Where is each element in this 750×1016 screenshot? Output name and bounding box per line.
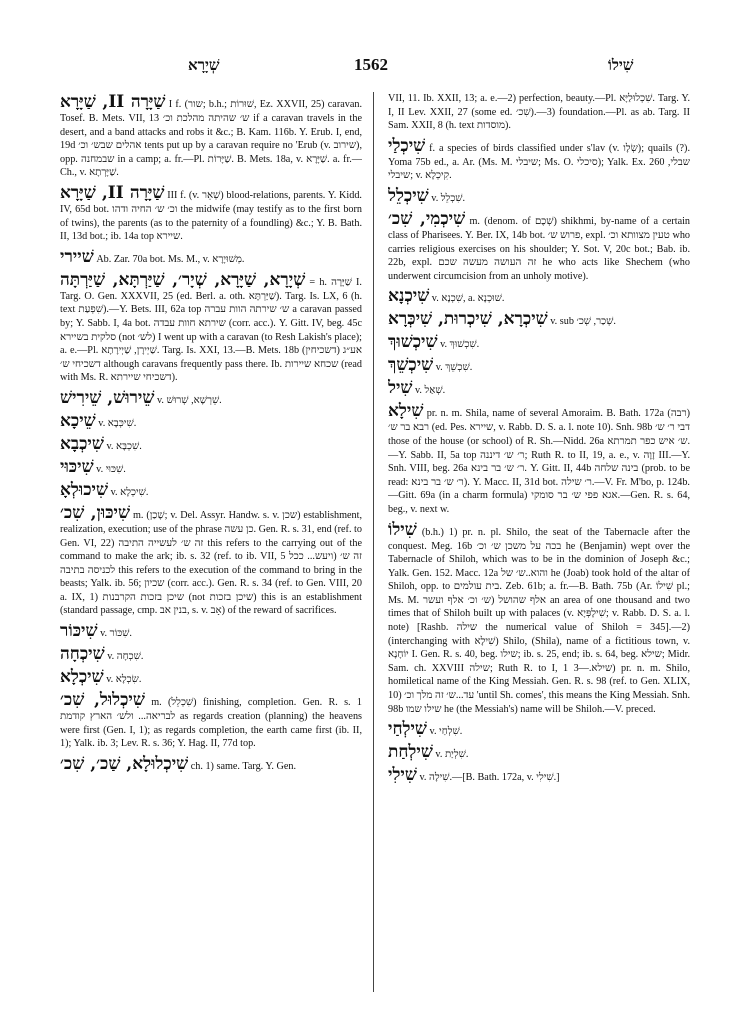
dictionary-entry [388, 332, 690, 352]
entry-headword: שִׁיכְבָא [60, 433, 104, 454]
dictionary-entry [60, 457, 362, 477]
dictionary-entry [388, 765, 690, 785]
entry-definition: = h. שַׁיָּרָה I. Targ. O. Gen. XXXVII, 25 (ed. Berl. a. oth. שַׁיַּרְתָּא). Targ. Is. LX, 6 (h. text שִׁפְעַת).—Y. Bets. III, 62a top ש׳ שירתה הוות עברה a caravan passed by; Y. Sabb. I, 4a bot. שירתא חוות עבדה (corr. acc.). Y. Gitt. IV, beg. 45c סלקית בשיירא (not לש׳) I went up with a caravan (to Resh Lakish's place); a. e.—Pl. שַׁיְירָן, שַׁיְירָתָא. Targ. Is. XXI, 13.—B. Mets. 18b (דשכיחין) אע״ג דשכיחי ש׳ although caravans frequently pass there. Ib. שכחא שיירות (read with Ms. R. דשכיחי שיירתא). [60, 276, 362, 384]
dictionary-entry [60, 388, 362, 408]
entry-definition: v. שִׁלְחַי. [429, 726, 463, 738]
entry-definition: (b.h.) 1) pr. n. pl. Shilo, the seat of the Tabernacle after the conquest. Meg. 16b בכה על משכן ש׳ וכ׳ he (Benjamin) wept over the Tabernacle of Shiloh, which was to be in the dominion of Joseph &c.; Yalk. Gen. 152. Macc. 12a והוא..ש׳ של he (Joab) took hold of the altar of Shiloh, opp. to בית עולמים. Zeb. 61b; a. fr.—B. Bath. 75b (Ar. שִׁילוֹ pl.; Ms. M. ש׳ וכ׳ אלף ועשר) אלף שהושל an area of one thousand and two times that of Shiloh built up with palaces (v. שִׁילָפְּיָא; v. Rabb. D. S. a. l. note) [Rashb. שילה the numerical value of Shiloh = 345].—2) (interchanging with שִׁילָא) Shilo, (Shila), name of a fictitious town, v. יוֹחָנָא I. Gen. R. s. 40, beg. שילו; ib. s. 25, end; ib. s. 64, beg. שילא; Midr. Sam. ch. XXVIII שילה; Ruth R. to I, 1 שילא.—3) pr. n. m. Shilo, homiletical name of the King Messiah. Gen. R. s. 98 (ref. to Gen. XLIX, 10) עד...ש׳ זה מלך וכ׳ 'until Sh. comes', this means the King Messiah. Snh. 98b שילו שמו he (the Messiah's) name will be Shiloh.—V. preced. [388, 526, 690, 715]
entry-headword: שִׁיכְרָא, שִׁיכְרוּת, שִׁיכְּרָא [388, 309, 548, 330]
dictionary-entry [388, 136, 690, 183]
dictionary-entry [388, 719, 690, 739]
right-column [388, 92, 690, 997]
entry-definition: m. (שִׁכְלֵל) finishing, completion. Gen. R. s. 1 לבריאה... ולש׳ הארץ קודמת as regards creation (planning) the heavens were first (Gen. I, 1); as regards completion, the earth came first (ib. II, 1); Yalk. ib. 3; Lev. R. s. 36; Y. Hag. II, 77d top. [60, 697, 362, 750]
entry-headword: שֵׁיכָא [60, 410, 96, 431]
dictionary-entry [60, 270, 362, 385]
entry-definition: v. שְׁאַל. [415, 385, 446, 397]
entry-headword: שִׁיכְנָא [388, 286, 430, 307]
entry-definition: v. שִׁכְחָה. [107, 651, 144, 663]
entry-headword: שִׁיכּוּן, שִׁכ׳ [60, 502, 130, 523]
dictionary-entry [60, 690, 362, 751]
dictionary-entry [60, 247, 362, 267]
entry-headword: שִׁיכְלוּלָא, שַׁכ׳, שִׁכ׳ [60, 753, 189, 774]
entry-definition: v. שִׁכְלֵל. [431, 192, 466, 204]
entry-definition: v. שִׁכְשׁוּךְ. [440, 339, 480, 351]
header-left-headword: שְׁיָרָא [188, 56, 220, 74]
dictionary-entry [60, 92, 362, 180]
dictionary-entry [388, 378, 690, 398]
dictionary-entry [388, 286, 690, 306]
dictionary-entry [60, 754, 362, 774]
entry-headword: שַׁיָּרָה II, שַׁיָּרָא [60, 182, 165, 203]
entry-definition: VII, 11. Ib. XXII, 13; a. e.—2) perfection, beauty.—Pl. שִׁכְלוּלַיָּא. Targ. Y. I, II Lev. XXII, 27 (some ed. שִׁכ׳).—3) foundation.—Pl. as ab. Targ. II Sam. XXII, 8 (h. text מוסדות). [388, 93, 690, 132]
entry-definition: v. שִׁלְיַת. [435, 749, 469, 761]
dictionary-entry [60, 667, 362, 687]
entry-definition: v. שֵׁרְשָׁא, שְׁרוּשׁ. [156, 394, 222, 406]
dictionary-entry [388, 186, 690, 206]
entry-definition: v. שִׁיכְּבָא. [98, 417, 137, 429]
dictionary-entry [388, 92, 690, 133]
entry-definition: III f. (v. שְׁאֵר) blood-relations, parents. Y. Kidd. IV, 65d bot. וכ׳ ש׳ החיה ודהו the midwife (may testify as to the first born of twins), the parents (as to the paternity of a foundling) &c.; Y. B. Bath. II, 13d bot.; ib. 14a top שיירא. [60, 189, 362, 243]
entry-definition: m. (denom. of שְׁכֶם) shikhmi, by-name of a certain class of Pharisees. Y. Ber. IX, 14b bot. פרוש ש׳, expl. טעין מצוותא וכ׳ who carries religious exercises on his shoulder; Y. Sot. V, 20c bot.; Bab. ib. 22b, expl. זה העושה מעשה שכם he who acts like Shechem (who underwent circumcision from an unholy motive). [388, 215, 690, 282]
entry-headword: שִׁיכְמִי, שִׁכ׳ [388, 208, 466, 229]
entry-headword: שִׁילִי [388, 765, 417, 786]
dictionary-entry [388, 742, 690, 762]
entry-definition: m. (שָׁכַן; v. Del. Assyr. Handw. s. v. שכן) establishment, realization, execution; use of the phrase כן עשה. Gen. R. s. 31, end (ref. to Gen. VI, 22) זה ש׳ לעשייה התיבה this refers to the carrying out of the command to make the ark; ib. s. 32 (ref. to ib. VII, 5 ויעש... ככל) זה ש׳ לכניסה בתיבה this refers to the execution of the command to bring in the beasts; Yalk. ib. 56; שכיון (corr. acc.). Gen. R. s. 34 (ref. to Gen. VIII, 20 a. IX, 1) שיכן בזכות הקרבנות (not שיכן בזכות) this is an establishment (standard passage, cmp. בנין אב, s. v. אָב) of the reward of sacrifices. [60, 509, 362, 617]
header-right-headword: שִׁילוֹ [608, 56, 634, 74]
page-number: 1562 [354, 55, 388, 74]
entry-headword: שִׁילְחַי [388, 719, 427, 740]
dictionary-entry [60, 411, 362, 431]
entry-definition: I f. (שור; b.h.; שׁוּרוֹת, Ez. XXVII, 25) caravan. Tosef. B. Mets. VII, 13 ש׳ שהיתה מהלכת וכ׳ if a caravan travels in the desert, and a band attacks and robs it &c.; B. Kam. 116b. Y. Erub. I, end, 19d אהלים שבש׳ וכ׳ tents put up by a caravan require no 'Erub (v. שירוב), opp. שבמחנה in a camp; a. fr.—Pl. שַׁיָּרוֹת. B. Mets. 18a, v. שַׁיָּרָא. a. fr.—Ch., v. שַׁיָּרְתָא. [60, 99, 362, 179]
entry-headword: שִׁיכּוּי [60, 456, 94, 477]
entry-definition: v. שִׁכּוֹר. [100, 628, 132, 640]
dictionary-entry [60, 503, 362, 618]
entry-definition: v. sub שְׁכַר, שְׁכ׳. [550, 316, 616, 328]
entry-headword: שִׁיכְלֵל [388, 185, 429, 206]
entry-headword: שִׁיכְלַי [388, 135, 426, 156]
entry-definition: Ab. Zar. 70a bot. Ms. M., v. מְשׁוּיָרָא. [96, 253, 245, 265]
entry-definition: v. שִׁכְנָא, a. שׁוּכְנָא. [431, 293, 505, 305]
entry-headword: שִׁיכּוֹר [60, 621, 98, 642]
entry-headword: שִׁיכְלָא [60, 667, 104, 688]
dictionary-entry [60, 480, 362, 500]
entry-headword: שִׁיכְשֵׁךְ [388, 355, 434, 376]
dictionary-entry [388, 209, 690, 283]
entry-headword: שֵׁירוּשׁ, שֵׁירִישׁ [60, 387, 155, 408]
entry-definition: pr. n. m. Shila, name of several Amoraim. B. Bath. 172a (רבה) רבא בר ש׳ (ed. Pes. שיירא, v. Rabb. D. S. a. l. note 10). Snh. 98b דבי ר׳ ש׳ those of the house (or school) of R. Sh.—Nidd. 26a ש׳ איש כפר תמרתא.—Y. Sabb. II, 5a top ר׳ ש׳ דיננה; Ruth R. to II, 19, a. e., v. זָוָה III.—Y. Snh. VIII, beg. 26a ר׳ ש׳ בר בינא. Y. Gitt. II, 44b בינה שלחה (prob. to be read: ר׳ ש׳ בר בינא). Y. Macc. II, 31d bot. ר׳ שילה.—V. Fr. M'bo, p. 124b.—Gitt. 69a (in a charm formula) אגא פפי ש׳ בר סומקי.—Gen. R. s. 64, beg., v. next w. [388, 408, 690, 515]
dictionary-entry [388, 520, 690, 717]
column-divider [373, 92, 374, 992]
entry-definition: v. שִׁכְבָּא. [106, 440, 142, 452]
entry-definition: v. שִׁכְשֵׁךְ. [435, 362, 473, 374]
dictionary-entry [60, 644, 362, 664]
dictionary-entry [60, 183, 362, 244]
dictionary-entry [60, 434, 362, 454]
entry-headword: שִׁילְחַת [388, 742, 433, 763]
entry-definition: f. a species of birds classified under s'lav (v. שְׂלָו); quails (?). Yoma 75b ed., a. Ar. (Ms. M. שיבלי; Ms. O. סיכלי); Yalk. Ex. 260 שבלי, שיבלי; v. קִיכְלָא. [388, 142, 690, 182]
entry-headword: שׁיירי [60, 246, 94, 267]
dictionary-entry [388, 401, 690, 516]
entry-definition: v. שִׂכְלָא. [106, 674, 142, 686]
entry-definition: v. שִׁיכְלָא. [110, 486, 149, 498]
entry-headword: שִׁילָא [388, 401, 424, 422]
entry-definition: ch. 1) same. Targ. Y. Gen. [190, 760, 297, 772]
entry-definition: v. שִׁכּוּי. [96, 463, 126, 475]
entry-headword: שִׁיכְשׁוּךְ [388, 332, 438, 353]
entry-headword: שִׁיכוּלְאָ [60, 479, 109, 500]
entry-headword: שַׁיָּרָה II, שַׁיָּרָא [60, 92, 166, 112]
dictionary-entry [388, 355, 690, 375]
entry-headword: שְׁיָרָא, שַׁיָּרָא, שְׁיָר׳, שַׁיַּרְתָּא, שַׁיַּרְתָּה [60, 269, 306, 290]
entry-headword: שִׁילוֹ [388, 519, 417, 540]
left-column [60, 92, 362, 997]
entry-headword: שִׁיל [388, 378, 413, 399]
entry-definition: v. שִׁילָה.—[B. Bath. 172a, v. שִׁילִי.] [419, 772, 560, 784]
running-header [54, 54, 704, 76]
entry-headword: שִׁיכְחָה [60, 644, 105, 665]
dictionary-entry [60, 621, 362, 641]
entry-headword: שִׁיכְלוּל, שִׁכ׳ [60, 690, 145, 711]
dictionary-entry [388, 309, 690, 329]
